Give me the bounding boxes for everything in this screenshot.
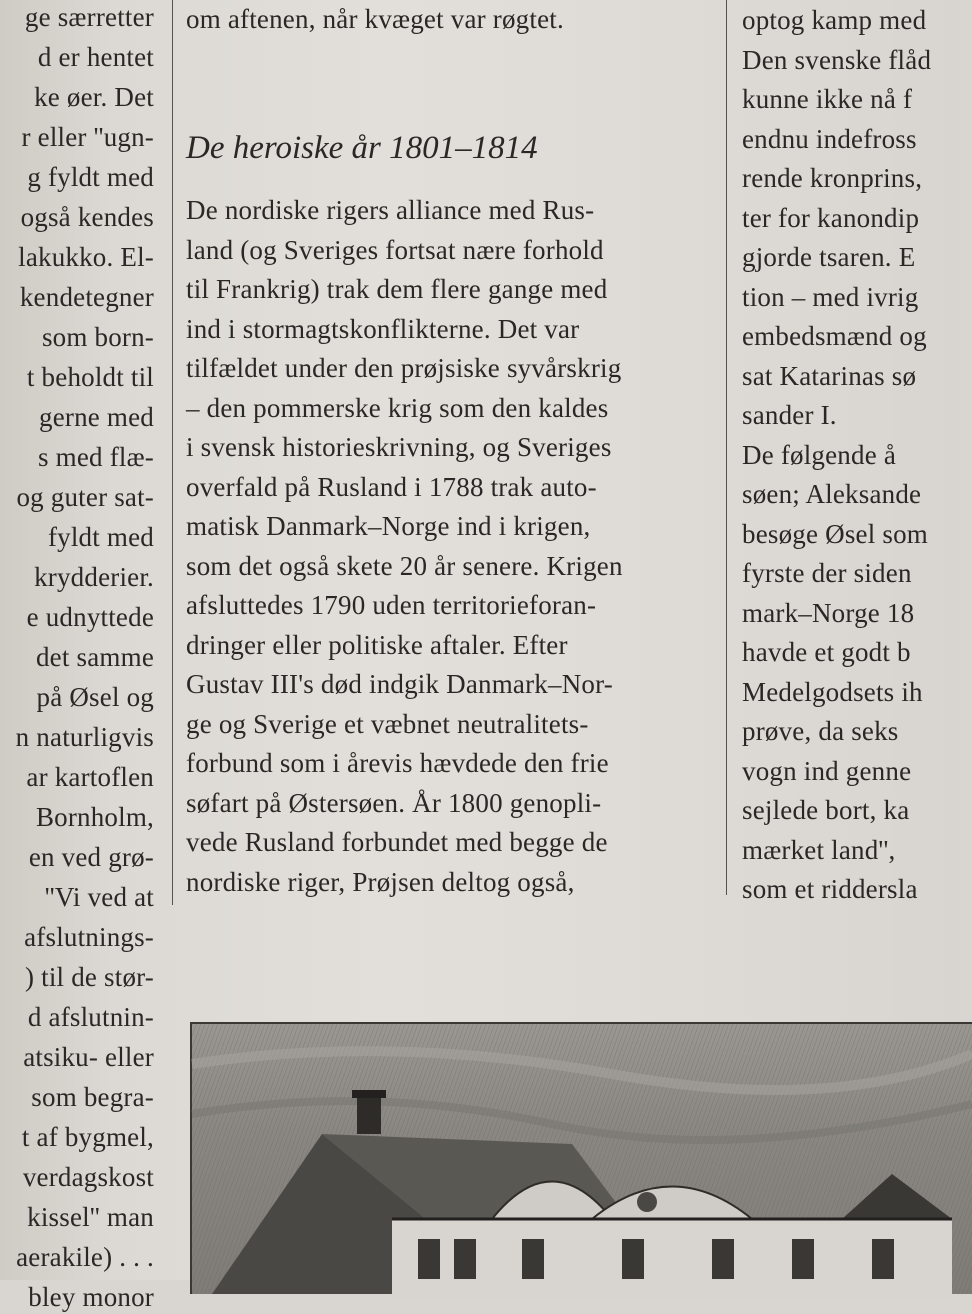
left-column-line: ''Vi ved at: [44, 882, 154, 912]
right-column-line: ter for kanondip: [742, 202, 920, 233]
left-column-line: kissel'' man: [27, 1202, 154, 1232]
body-text-line: vede Rusland forbundet med begge de: [186, 827, 608, 857]
left-column-line: og guter sat-: [16, 482, 154, 512]
right-column-line: prøve, da seks: [742, 716, 899, 746]
right-column-line: sander I.: [742, 400, 837, 430]
left-column-line: ) til de stør-: [25, 962, 154, 992]
right-column-line: havde et godt b: [742, 637, 911, 667]
body-text-line: Gustav III's død indgik Danmark–Nor-: [186, 669, 613, 699]
left-column-line: en ved grø-: [28, 842, 154, 872]
left-column-line: d er hentet: [37, 42, 154, 72]
right-column-rule: [726, 0, 727, 895]
right-column-line: optog kamp med: [742, 5, 927, 35]
left-column-line: også kendes: [20, 202, 154, 232]
body-text-line: – den pommerske krig som den kaldes: [186, 392, 609, 423]
left-column-line: kendetegner: [19, 282, 154, 312]
right-column-line: søen; Aleksande: [742, 479, 922, 509]
body-text-line: søfart på Østersøen. År 1800 genopli-: [186, 787, 602, 818]
middle-column-top-line: om aftenen, når kvæget var røgtet.: [186, 4, 564, 34]
left-column-line: lakukko. El-: [18, 242, 154, 272]
right-column: [742, 0, 960, 1000]
right-column-line: tion – med ivrig: [742, 281, 919, 312]
right-column-line: Den svenske flåd: [742, 44, 932, 75]
body-text-line: tilfældet under den prøjsiske syvårskrig: [186, 353, 622, 383]
left-column-line: t af bygmel,: [21, 1122, 154, 1152]
body-text-line: forbund som i årevis hævdede den frie: [186, 748, 609, 778]
right-column-line: besøge Øsel som: [742, 518, 928, 549]
left-column-line: atsiku- eller: [23, 1042, 154, 1072]
body-text-line: ge og Sverige et væbnet neutralitets-: [186, 708, 589, 739]
section-heading: De heroiske år 1801–1814: [186, 130, 538, 166]
body-text-line: i svensk historieskrivning, og Sveriges: [186, 432, 612, 462]
body-text-line: matisk Danmark–Norge ind i krigen,: [186, 511, 591, 541]
left-column-line: som born-: [41, 322, 154, 352]
left-column-line: d afslutnin-: [27, 1002, 154, 1032]
left-column-line: bley monor: [28, 1282, 154, 1312]
body-text-line: til Frankrig) trak dem flere gange med: [186, 274, 608, 304]
body-text-line: nordiske riger, Prøjsen deltog også,: [186, 866, 575, 897]
right-column-line: fyrste der siden: [742, 558, 912, 588]
left-column-line: ar kartoflen: [26, 762, 154, 792]
left-column-line: g fyldt med: [27, 162, 154, 192]
left-column-line: verdagskost: [22, 1162, 154, 1192]
engraving-illustration: [190, 1022, 972, 1294]
left-column-line: fyldt med: [47, 522, 154, 552]
body-text-line: overfald på Rusland i 1788 trak auto-: [186, 471, 597, 502]
left-column-line: Bornholm,: [35, 802, 154, 832]
left-column-line: på Øsel og: [36, 682, 154, 712]
body-text-line: dringer eller politiske aftaler. Efter: [186, 629, 568, 660]
left-column-line: t beholdt til: [26, 362, 154, 392]
right-column-line: vogn ind genne: [742, 755, 912, 786]
left-column-line: det samme: [35, 642, 154, 672]
left-column: [0, 0, 160, 1312]
right-column-line: gjorde tsaren. E: [742, 242, 916, 272]
left-column-line: gerne med: [39, 402, 154, 432]
right-column-line: De følgende å: [742, 439, 897, 470]
body-text-line: afsluttedes 1790 uden territorieforan-: [186, 590, 597, 620]
body-text-line: ind i stormagtskonflikterne. Det var: [186, 313, 580, 344]
right-column-line: sat Katarinas sø: [742, 360, 917, 391]
right-column-line: mark–Norge 18: [742, 597, 915, 628]
right-column-line: rende kronprins,: [742, 163, 923, 193]
left-column-rule: [172, 0, 173, 905]
manor-house-engraving-icon: [192, 1024, 972, 1294]
left-column-line: afslutnings-: [24, 922, 154, 952]
left-column-line: ge særretter: [24, 2, 154, 32]
right-column-line: kunne ikke nå f: [742, 84, 913, 114]
right-column-line: embedsmænd og: [742, 321, 927, 351]
left-column-line: ke øer. Det: [34, 82, 154, 112]
left-column-line: aerakile) . . .: [16, 1242, 154, 1272]
left-column-line: e udnyttede: [26, 602, 154, 632]
right-column-line: endnu indefross: [742, 123, 917, 154]
left-column-line: s med flæ-: [38, 442, 154, 472]
right-column-line: sejlede bort, ka: [742, 795, 910, 825]
right-column-line: Medelgodsets ih: [742, 676, 923, 707]
left-column-line: r eller ''ugn-: [21, 122, 154, 152]
body-text-line: som det også skete 20 år senere. Krigen: [186, 550, 623, 581]
left-column-line: krydderier.: [34, 562, 154, 592]
right-column-line: som et riddersla: [742, 874, 918, 904]
body-text-line: land (og Sveriges fortsat nære forhold: [186, 234, 604, 265]
left-column-line: som begra-: [31, 1082, 154, 1112]
body-text-line: De nordiske rigers alliance med Rus-: [186, 195, 595, 225]
right-column-line: mærket land'',: [742, 834, 896, 865]
left-column-line: n naturligvis: [15, 722, 154, 752]
